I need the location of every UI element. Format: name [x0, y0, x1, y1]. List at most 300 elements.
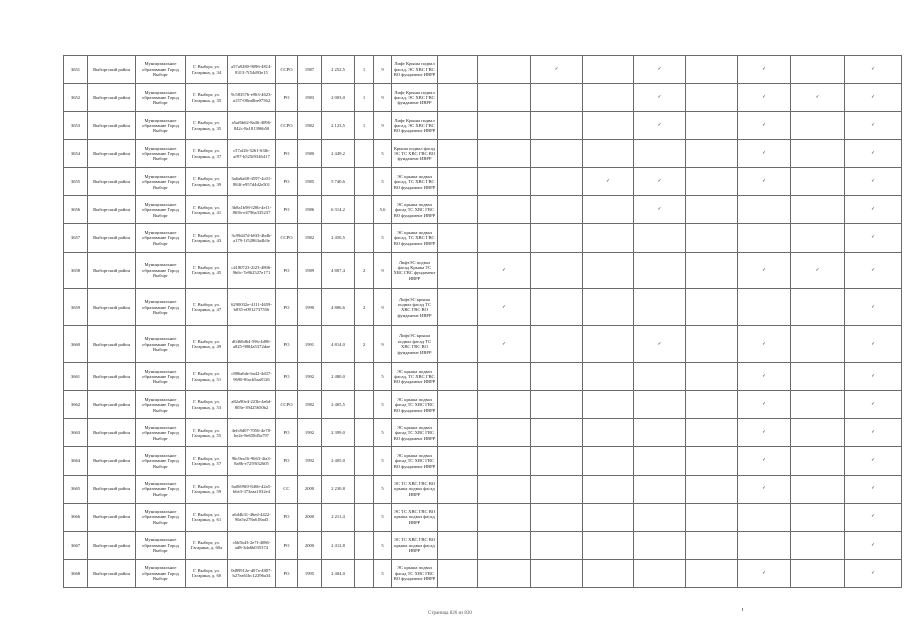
build-year-cell: 1982: [298, 224, 322, 252]
check-cell: [438, 531, 478, 559]
management-type-cell: РО: [276, 140, 298, 168]
check-cell: [438, 363, 478, 391]
address-cell: Г. Выборг, ул. Гагарина, д. 41: [186, 196, 228, 224]
check-mark-icon: ✓: [871, 207, 875, 213]
check-mark-icon: ✓: [871, 235, 875, 241]
check-cell: [478, 140, 531, 168]
district-cell: Выборгский район: [88, 391, 136, 419]
works-list-cell: ЛифтЭС подвал фасад Крыша ТС ХВС ГВС фундамент ИВРР: [392, 252, 438, 289]
check-cell: [531, 391, 583, 419]
row-number: 3654: [64, 140, 88, 168]
check-mark-icon: ✓: [657, 94, 662, 100]
management-type-cell: РО: [276, 326, 298, 363]
district-cell: Выборгский район: [88, 56, 136, 84]
table-row: [64, 503, 902, 531]
build-year-cell: 1990: [298, 289, 322, 326]
check-cell: [738, 112, 791, 140]
elevator-count-cell: [355, 168, 374, 196]
check-cell: [686, 419, 738, 447]
floors-cell: 9: [374, 252, 392, 289]
address-cell: Г. Выборг, ул. Гагарина, д. 34: [186, 56, 228, 84]
build-year-cell: 2000: [298, 531, 322, 559]
check-cell: [686, 168, 738, 196]
works-list-cell: Крыша подвал фасад ЭС ТС ХВС ГВС ВО фундамент ИВРР: [392, 140, 438, 168]
check-cell: [583, 252, 634, 289]
row-number: 3660: [64, 326, 88, 363]
check-cell: [686, 224, 738, 252]
check-cell: [738, 224, 791, 252]
check-cell: [738, 326, 791, 363]
elevator-count-cell: [355, 559, 374, 587]
address-cell: Г. Выборг, ул. Гагарина, д. 45: [186, 252, 228, 289]
check-mark-icon: ✓: [871, 402, 875, 408]
district-cell: Выборгский район: [88, 289, 136, 326]
check-cell: [634, 503, 686, 531]
district-cell: Выборгский район: [88, 531, 136, 559]
municipality-cell: Муниципальное образование Город Выборг: [136, 289, 186, 326]
check-cell: [531, 252, 583, 289]
floors-cell: 9: [374, 84, 392, 112]
municipality-cell: Муниципальное образование Город Выборг: [136, 168, 186, 196]
table-row: [64, 475, 902, 503]
check-cell: [738, 363, 791, 391]
elevator-count-cell: [355, 224, 374, 252]
check-cell: [845, 140, 902, 168]
area-cell: 2 399,0: [322, 419, 355, 447]
check-cell: [686, 363, 738, 391]
municipality-cell: Муниципальное образование Город Выборг: [136, 531, 186, 559]
build-year-cell: 1989: [298, 252, 322, 289]
house-id-cell: 6290032e-4111-4659-b835-e0912737556: [228, 289, 276, 326]
management-type-cell: ССРО: [276, 224, 298, 252]
check-cell: [531, 447, 583, 475]
address-cell: Г. Выборг, ул. Гагарина, д. 49: [186, 326, 228, 363]
check-mark-icon: ✓: [871, 179, 875, 185]
check-cell: [686, 289, 738, 326]
area-cell: 2 449,2: [322, 140, 355, 168]
area-cell: 4 806,6: [322, 289, 355, 326]
management-type-cell: РО: [276, 559, 298, 587]
house-id-cell: a5af6b62-8a46-4096-842c-8a181396b50: [228, 112, 276, 140]
management-type-cell: ССРО: [276, 56, 298, 84]
management-type-cell: РО: [276, 503, 298, 531]
floors-cell: 5: [374, 363, 392, 391]
works-list-cell: ЭС крыша подвал фасад ТС ХВС ГВС ВО фундамент ИВРР: [392, 391, 438, 419]
check-cell: [791, 168, 845, 196]
table-row: [64, 140, 902, 168]
table-row: [64, 289, 902, 326]
check-cell: [531, 363, 583, 391]
house-id-cell: 9c583576-e963-4623-a157-08ea8be07562: [228, 84, 276, 112]
floors-cell: 5: [374, 447, 392, 475]
floors-cell: 5,6: [374, 196, 392, 224]
works-list-cell: ЭС ТС ХВС ГВС ВО крыша подвал фасад ИВРР: [392, 503, 438, 531]
elevator-count-cell: 2: [355, 326, 374, 363]
build-year-cell: 1995: [298, 559, 322, 587]
row-number: 3667: [64, 531, 88, 559]
check-cell: [634, 475, 686, 503]
management-type-cell: РО: [276, 419, 298, 447]
check-cell: [438, 289, 478, 326]
check-mark-icon: ✓: [871, 122, 875, 128]
build-year-cell: 2000: [298, 503, 322, 531]
district-cell: Выборгский район: [88, 363, 136, 391]
check-cell: [738, 447, 791, 475]
municipality-cell: Муниципальное образование Город Выборг: [136, 84, 186, 112]
table-row: [64, 419, 902, 447]
check-cell: [686, 196, 738, 224]
check-cell: [583, 224, 634, 252]
check-cell: [738, 84, 791, 112]
check-cell: [791, 252, 845, 289]
floors-cell: 5: [374, 531, 392, 559]
check-cell: [531, 196, 583, 224]
house-id-cell: d0460d64-59b-4d96-a825-9804a5372dae: [228, 326, 276, 363]
check-cell: [583, 503, 634, 531]
check-cell: [686, 475, 738, 503]
check-cell: [634, 289, 686, 326]
check-mark-icon: ✓: [871, 514, 875, 520]
page-footer: Страница 826 из 830: [428, 611, 472, 616]
table-row: [64, 112, 902, 140]
elevator-count-cell: 1: [355, 112, 374, 140]
check-cell: [438, 168, 478, 196]
check-cell: [531, 503, 583, 531]
check-cell: [845, 224, 902, 252]
row-number: 3656: [64, 196, 88, 224]
house-id-cell: 0d89912e-d07a-4807-b27ea61bc12296a34: [228, 559, 276, 587]
check-mark-icon: ✓: [502, 267, 506, 273]
check-cell: [791, 140, 845, 168]
district-cell: Выборгский район: [88, 224, 136, 252]
check-cell: [438, 503, 478, 531]
row-number: 3659: [64, 289, 88, 326]
area-cell: 2 230,8: [322, 475, 355, 503]
management-type-cell: РО: [276, 84, 298, 112]
row-number: 3662: [64, 391, 88, 419]
check-cell: [583, 168, 634, 196]
check-cell: [634, 559, 686, 587]
floors-cell: 5: [374, 140, 392, 168]
check-cell: [845, 475, 902, 503]
check-cell: [845, 391, 902, 419]
house-id-cell: c6b5b43-2e7f-4086-ad8-3da6b035374: [228, 531, 276, 559]
row-number: 3652: [64, 84, 88, 112]
check-cell: [634, 419, 686, 447]
check-cell: [478, 224, 531, 252]
check-cell: [791, 531, 845, 559]
address-cell: Г. Выборг, ул. Гагарина, д. 35: [186, 84, 228, 112]
check-mark-icon: ✓: [657, 66, 662, 72]
floors-cell: 5: [374, 559, 392, 587]
table-row: [64, 84, 902, 112]
municipality-cell: Муниципальное образование Город Выборг: [136, 559, 186, 587]
check-cell: [634, 224, 686, 252]
works-list-cell: ЛифтЭС крыша подвал фасад ТС ХВС ГВС ВО фундамент ИВРР: [392, 289, 438, 326]
check-cell: [438, 84, 478, 112]
row-number: 3665: [64, 475, 88, 503]
check-cell: [738, 252, 791, 289]
check-cell: [438, 112, 478, 140]
district-cell: Выборгский район: [88, 112, 136, 140]
check-cell: [738, 168, 791, 196]
check-mark-icon: ✓: [762, 179, 766, 185]
elevator-count-cell: [355, 475, 374, 503]
area-cell: 4 814,0: [322, 326, 355, 363]
check-mark-icon: ✓: [762, 570, 766, 576]
check-mark-icon: ✓: [657, 341, 662, 347]
works-list-cell: Лифт Крыша подвал фасад, ЭС ХВС ГВС ВО фундамент ИВРР: [392, 112, 438, 140]
row-number: 3663: [64, 419, 88, 447]
area-cell: 2 412,8: [322, 531, 355, 559]
district-cell: Выборгский район: [88, 326, 136, 363]
check-cell: [583, 140, 634, 168]
check-cell: [738, 56, 791, 84]
management-type-cell: РО: [276, 196, 298, 224]
check-cell: [791, 475, 845, 503]
check-cell: [531, 289, 583, 326]
management-type-cell: РО: [276, 531, 298, 559]
works-list-cell: ЭС крыша подвал фасад ТС ХВС ГВС ВО фундамент ИВРР: [392, 419, 438, 447]
house-id-cell: c886a6de-ba42-4d37-9690-8facb5aa8126: [228, 363, 276, 391]
check-mark-icon: ✓: [871, 151, 875, 157]
build-year-cell: 1983: [298, 84, 322, 112]
check-cell: [791, 326, 845, 363]
check-mark-icon: ✓: [815, 94, 820, 100]
elevator-count-cell: [355, 363, 374, 391]
margin-mark: [742, 608, 743, 611]
build-year-cell: 1982: [298, 391, 322, 419]
floors-cell: 5: [374, 391, 392, 419]
address-cell: Г. Выборг, ул. Гагарина, д. 59: [186, 475, 228, 503]
registry-rows: [64, 56, 902, 588]
build-year-cell: 1986: [298, 196, 322, 224]
check-mark-icon: ✓: [657, 207, 662, 213]
works-list-cell: ЭС ТС ХВС ГВС ВО крыша подвал фасад ИВРР: [392, 475, 438, 503]
address-cell: Г. Выборг, ул. Гагарина, д. 47: [186, 289, 228, 326]
check-cell: [845, 196, 902, 224]
check-cell: [531, 140, 583, 168]
floors-cell: 5: [374, 475, 392, 503]
check-cell: [845, 289, 902, 326]
check-cell: [634, 363, 686, 391]
check-mark-icon: ✓: [762, 151, 766, 157]
check-cell: [583, 326, 634, 363]
check-mark-icon: ✓: [762, 402, 766, 408]
check-cell: [686, 559, 738, 587]
works-list-cell: ЭС крыша подвал фасад, ТС ХВС ГВС ВО фундамент ИВРР: [392, 363, 438, 391]
house-id-cell: 96c9ea16-9663-4fa3-8a8b-e7259f32605: [228, 447, 276, 475]
municipality-cell: Муниципальное образование Город Выборг: [136, 419, 186, 447]
address-cell: Г. Выборг, ул. Гагарина, д. 39: [186, 168, 228, 196]
works-list-cell: ЭС крыша подвал фасад ТС ХВС ГВС ВО фундамент ИВРР: [392, 447, 438, 475]
municipality-cell: Муниципальное образование Город Выборг: [136, 447, 186, 475]
check-cell: [634, 56, 686, 84]
check-cell: [738, 289, 791, 326]
check-cell: [845, 559, 902, 587]
area-cell: 2 404,0: [322, 559, 355, 587]
check-mark-icon: ✓: [871, 66, 875, 72]
table-row: [64, 391, 902, 419]
house-id-cell: c57af26-3261-63fb-af97-b525f0346417: [228, 140, 276, 168]
address-cell: Г. Выборг, ул. Гагарина, д. 53: [186, 391, 228, 419]
municipality-cell: Муниципальное образование Город Выборг: [136, 224, 186, 252]
check-cell: [686, 252, 738, 289]
area-cell: 2 450,5: [322, 224, 355, 252]
check-mark-icon: ✓: [762, 486, 766, 492]
check-cell: [686, 140, 738, 168]
check-cell: [478, 419, 531, 447]
table-row: [64, 363, 902, 391]
check-cell: [634, 252, 686, 289]
municipality-cell: Муниципальное образование Город Выборг: [136, 475, 186, 503]
build-year-cell: 1992: [298, 447, 322, 475]
check-cell: [438, 224, 478, 252]
registry-sheet: [63, 55, 875, 588]
check-cell: [738, 419, 791, 447]
check-cell: [686, 112, 738, 140]
check-mark-icon: ✓: [606, 179, 610, 185]
check-cell: [634, 326, 686, 363]
elevator-count-cell: [355, 503, 374, 531]
check-mark-icon: ✓: [815, 267, 820, 273]
check-cell: [686, 391, 738, 419]
check-cell: [845, 531, 902, 559]
row-number: 3653: [64, 112, 88, 140]
check-cell: [634, 391, 686, 419]
check-cell: [738, 391, 791, 419]
check-cell: [438, 56, 478, 84]
check-cell: [686, 56, 738, 84]
check-cell: [686, 503, 738, 531]
municipality-cell: Муниципальное образование Город Выборг: [136, 503, 186, 531]
area-cell: 2 405,0: [322, 447, 355, 475]
check-cell: [845, 503, 902, 531]
check-mark-icon: ✓: [762, 66, 766, 72]
housing-registry-table: [63, 55, 902, 588]
check-cell: [478, 503, 531, 531]
check-cell: [738, 140, 791, 168]
floors-cell: 9: [374, 289, 392, 326]
build-year-cell: 1992: [298, 363, 322, 391]
check-cell: [634, 447, 686, 475]
district-cell: Выборгский район: [88, 447, 136, 475]
works-list-cell: ЭС крыша подвал фасад, ТС ХВС ГВС ВО фундамент ИВРР: [392, 168, 438, 196]
check-cell: [438, 196, 478, 224]
municipality-cell: Муниципальное образование Город Выборг: [136, 391, 186, 419]
district-cell: Выборгский район: [88, 196, 136, 224]
check-cell: [791, 84, 845, 112]
check-cell: [438, 419, 478, 447]
area-cell: 2 211,4: [322, 503, 355, 531]
check-cell: [478, 56, 531, 84]
row-number: 3657: [64, 224, 88, 252]
floors-cell: 5: [374, 168, 392, 196]
check-mark-icon: ✓: [871, 570, 875, 576]
check-cell: [634, 140, 686, 168]
floors-cell: 5: [374, 503, 392, 531]
check-cell: [531, 84, 583, 112]
check-cell: [738, 503, 791, 531]
build-year-cell: 1991: [298, 326, 322, 363]
check-mark-icon: ✓: [762, 430, 766, 436]
municipality-cell: Муниципальное образование Город Выборг: [136, 140, 186, 168]
address-cell: Г. Выборг, ул. Гагарина, д. 55: [186, 419, 228, 447]
check-mark-icon: ✓: [762, 94, 766, 100]
check-cell: [583, 419, 634, 447]
check-cell: [478, 168, 531, 196]
municipality-cell: Муниципальное образование Город Выборг: [136, 196, 186, 224]
check-mark-icon: ✓: [502, 304, 506, 310]
check-cell: [531, 475, 583, 503]
elevator-count-cell: [355, 140, 374, 168]
works-list-cell: Лифт Крыша подвал фасад, ЭС ХВС ГВС ВО фундамент ИВРР: [392, 56, 438, 84]
check-cell: [686, 531, 738, 559]
check-cell: [438, 252, 478, 289]
check-mark-icon: ✓: [871, 374, 875, 380]
check-cell: [738, 196, 791, 224]
check-cell: [791, 196, 845, 224]
check-mark-icon: ✓: [762, 458, 766, 464]
house-id-cell: 3a6a6a68-4597-4c01-884f-e957d4d2e501: [228, 168, 276, 196]
floors-cell: 5: [374, 224, 392, 252]
check-cell: [686, 447, 738, 475]
elevator-count-cell: 1: [355, 84, 374, 112]
check-cell: [478, 531, 531, 559]
management-type-cell: СС: [276, 475, 298, 503]
check-cell: [478, 447, 531, 475]
check-cell: [738, 559, 791, 587]
works-list-cell: ЭС крыша подвал фасад ТС ХВС ГВС ВО фундамент ИВРР: [392, 559, 438, 587]
address-cell: Г. Выборг, ул. Гагарина, д. 35: [186, 112, 228, 140]
district-cell: Выборгский район: [88, 503, 136, 531]
elevator-count-cell: [355, 391, 374, 419]
check-cell: [791, 503, 845, 531]
check-cell: [478, 559, 531, 587]
check-cell: [583, 363, 634, 391]
check-cell: [845, 252, 902, 289]
house-id-cell: a6d4b31-46ed-4422-90a5e278a618ad3: [228, 503, 276, 531]
check-cell: [478, 289, 531, 326]
municipality-cell: Муниципальное образование Город Выборг: [136, 363, 186, 391]
check-cell: [791, 559, 845, 587]
check-cell: [791, 419, 845, 447]
management-type-cell: РО: [276, 289, 298, 326]
area-cell: 2 123,5: [322, 112, 355, 140]
check-cell: [845, 84, 902, 112]
municipality-cell: Муниципальное образование Город Выборг: [136, 112, 186, 140]
check-cell: [531, 419, 583, 447]
municipality-cell: Муниципальное образование Город Выборг: [136, 326, 186, 363]
municipality-cell: Муниципальное образование Город Выборг: [136, 252, 186, 289]
table-row: [64, 326, 902, 363]
address-cell: Г. Выборг, ул. Гагарина, д. 60а: [186, 531, 228, 559]
check-cell: [438, 326, 478, 363]
build-year-cell: 1985: [298, 168, 322, 196]
check-cell: [478, 475, 531, 503]
check-cell: [845, 168, 902, 196]
check-cell: [438, 475, 478, 503]
check-cell: [634, 84, 686, 112]
check-cell: [478, 252, 531, 289]
build-year-cell: 1987: [298, 56, 322, 84]
district-cell: Выборгский район: [88, 252, 136, 289]
table-row: [64, 168, 902, 196]
district-cell: Выборгский район: [88, 84, 136, 112]
district-cell: Выборгский район: [88, 168, 136, 196]
address-cell: Г. Выборг, ул. Гагарина, д. 37: [186, 140, 228, 168]
check-cell: [478, 112, 531, 140]
